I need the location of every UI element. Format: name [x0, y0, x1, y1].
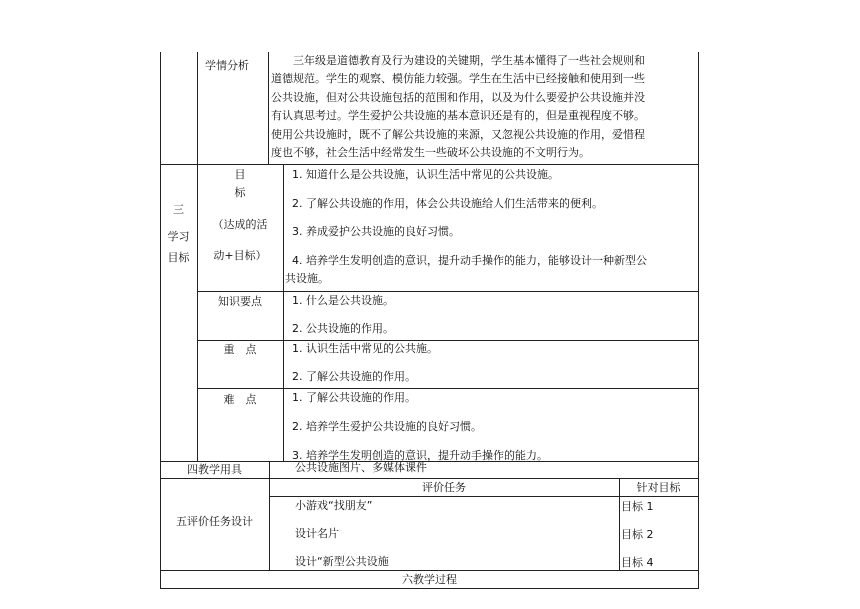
evaluation-goal: 目标 2	[621, 528, 654, 541]
goal-item: 4. 培养学生发明创造的意识，提升动手操作的能力，能够设计一种新型公	[292, 254, 647, 267]
difficult-point-item: 1. 了解公共设施的作用。	[292, 391, 416, 404]
evaluation-task: 小游戏“找朋友”	[295, 499, 373, 512]
difficult-point-item: 3. 培养学生发明创造的意识，提升动手操作的能力。	[292, 449, 548, 462]
learning-analysis-line: 三年级是道德教育及行为建设的关键期，学生基本懂得了一些社会规则和	[293, 54, 645, 67]
evaluation-goal: 目标 4	[621, 556, 654, 569]
evaluation-task: 设计“新型公共设施	[295, 555, 389, 568]
section3-label-num: 三	[173, 203, 184, 216]
goal-item: 共设施。	[285, 272, 329, 285]
evaluation-task: 设计名片	[295, 527, 339, 540]
key-point-item: 1. 认识生活中常见的公共施。	[292, 342, 438, 355]
goal-item: 3. 养成爱护公共设施的良好习惯。	[292, 225, 460, 238]
col-header-goal: 针对目标	[636, 481, 681, 494]
knowledge-item: 1. 什么是公共设施。	[292, 294, 394, 307]
goals-label: 目	[234, 168, 246, 181]
goal-item: 1. 知道什么是公共设施，认识生活中常见的公共设施。	[292, 168, 559, 181]
teaching-process-label: 六教学过程	[402, 573, 457, 586]
evaluation-label: 五评价任务设计	[176, 515, 253, 528]
goal-item: 2. 了解公共设施的作用，体会公共设施给人们生活带来的便利。	[292, 197, 603, 210]
evaluation-goal: 目标 1	[621, 500, 654, 513]
goals-label: （达成的活	[212, 218, 268, 231]
learning-analysis-line: 公共设施，但对公共设施包括的范围和作用，以及为什么要爱护公共设施并没	[271, 90, 645, 104]
key-point-item: 2. 了解公共设施的作用。	[292, 370, 416, 383]
learning-analysis-text	[271, 52, 645, 162]
key-points-label: 重 点	[223, 343, 257, 356]
col-header-task: 评价任务	[422, 481, 466, 494]
goals-label: 标	[234, 186, 246, 199]
learning-analysis-line: 度也不够，社会生活中经常发生一些破坏公共设施的不文明行为。	[271, 146, 590, 160]
teaching-tools-label: 四教学用具	[187, 463, 242, 476]
difficult-points-label: 难 点	[223, 393, 257, 406]
difficult-point-item: 2. 培养学生爱护公共设施的良好习惯。	[292, 420, 482, 433]
learning-analysis-line: 使用公共设施时，既不了解公共设施的来源，又忽视公共设施的作用，爱惜程	[271, 127, 645, 141]
learning-analysis-line: 道德规范。学生的观察、模仿能力较强。学生在生活中已经接触和使用到一些	[271, 72, 645, 86]
knowledge-item: 2. 公共设施的作用。	[292, 322, 394, 335]
section3-label-learn: 学习	[167, 230, 190, 243]
learning-analysis-line: 有认真思考过。学生爱护公共设施的基本意识还是有的，但是重视程度不够。	[271, 109, 645, 123]
goals-label: 动+目标）	[213, 249, 267, 262]
learning-analysis-label: 学情分析	[205, 59, 249, 72]
knowledge-label: 知识要点	[218, 295, 262, 308]
teaching-tools-value: 公共设施图片、多媒体课件	[295, 461, 427, 474]
section3-label-goal: 目标	[167, 251, 190, 264]
